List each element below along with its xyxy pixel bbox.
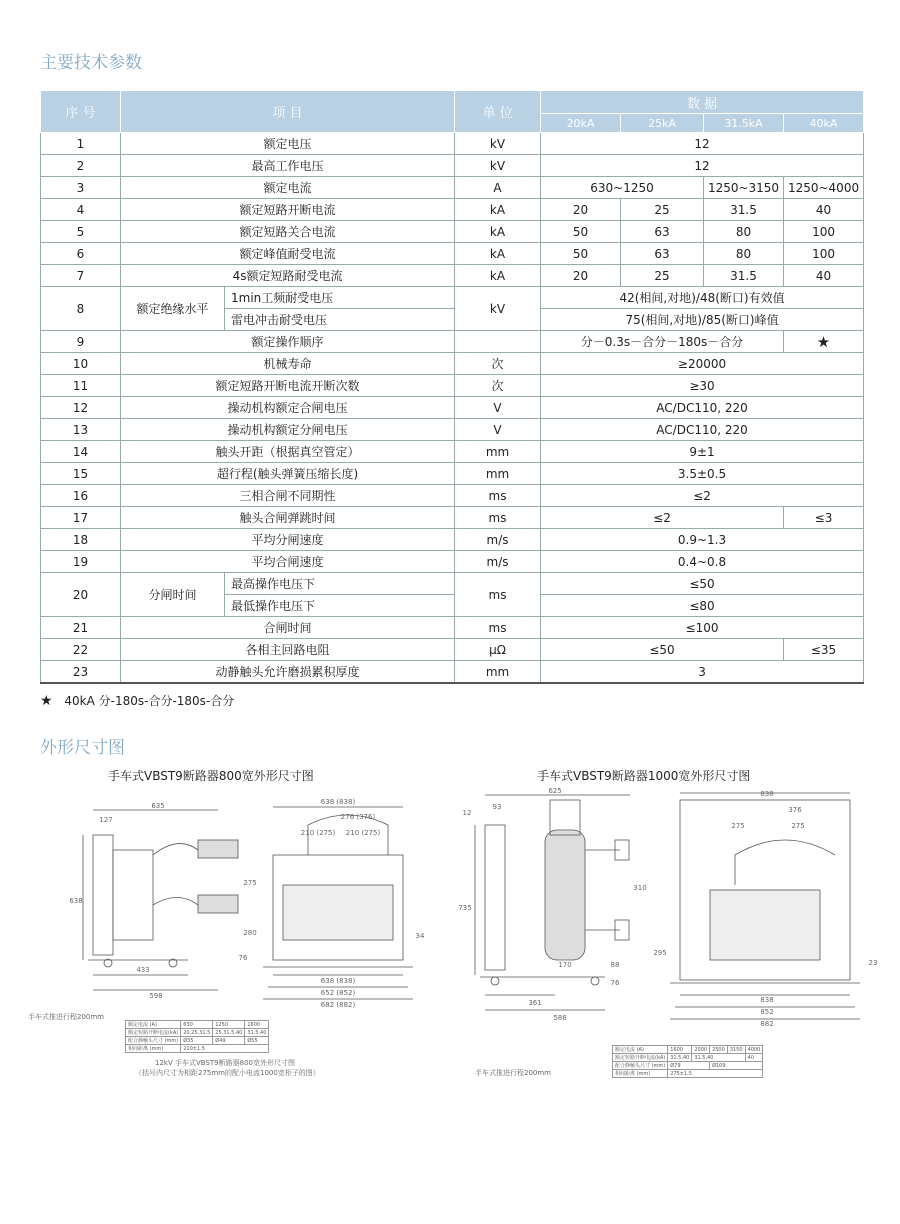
- row-unit: ms: [455, 617, 541, 639]
- row-unit: μΩ: [455, 639, 541, 661]
- section-title-dims: 外形尺寸图: [40, 738, 125, 758]
- table-row: [41, 463, 864, 485]
- row-no: 2: [41, 155, 121, 177]
- mini-cell: 2000: [692, 1046, 710, 1054]
- side-panel: [93, 835, 113, 955]
- header-data: 数 据: [541, 91, 864, 114]
- row-unit: ms: [455, 573, 541, 617]
- dim-295: 295: [653, 949, 667, 957]
- table-row: [41, 441, 864, 463]
- dim-280: 280: [243, 929, 257, 937]
- row-no: 3: [41, 177, 121, 199]
- row-no: 15: [41, 463, 121, 485]
- row-no: 21: [41, 617, 121, 639]
- row-unit: V: [455, 419, 541, 441]
- dim-433: 433: [136, 966, 150, 974]
- row-no: 20: [41, 573, 121, 617]
- header-unit: 单 位: [455, 91, 541, 133]
- row-value: ≤50: [541, 639, 784, 661]
- row-value: 20: [541, 265, 621, 287]
- dim-88: 88: [610, 961, 620, 969]
- mini-cell: 相间距离 (mm): [126, 1045, 181, 1053]
- push-travel-right: 手车式推进行程200mm: [475, 1069, 551, 1077]
- dim-127: 127: [99, 816, 113, 824]
- dim-638-838: 638 (838): [320, 798, 356, 806]
- table-row: [126, 1037, 269, 1045]
- row-value: 25: [621, 265, 704, 287]
- row-item: 额定电流: [121, 177, 455, 199]
- table-row: [41, 397, 864, 419]
- row-unit: kV: [455, 287, 541, 331]
- row-unit: ms: [455, 485, 541, 507]
- star-icon: ★: [784, 331, 864, 353]
- table-row: [613, 1070, 763, 1078]
- lower-contact-arm: [198, 895, 238, 913]
- row-item: 各相主回路电阻: [121, 639, 455, 661]
- star-icon: ★: [40, 693, 53, 709]
- table-row: [41, 529, 864, 551]
- row-value: 80: [704, 221, 784, 243]
- row-value: 50: [541, 221, 621, 243]
- row-value: 25: [621, 199, 704, 221]
- table-row: [41, 133, 864, 155]
- dim-882: 882: [760, 1020, 774, 1028]
- mini-cell: 25,31.5,40: [213, 1029, 245, 1037]
- dim-598: 598: [149, 992, 163, 1000]
- table-row: [41, 507, 864, 529]
- table-row: [41, 639, 864, 661]
- dim-376: 376: [788, 806, 802, 814]
- dim-310: 310: [633, 884, 647, 892]
- mini-cell: 630: [181, 1021, 213, 1029]
- row-item: 额定操作顺序: [121, 331, 455, 353]
- dim-735: 735: [458, 904, 472, 912]
- dim-34: 34: [415, 932, 425, 940]
- row-unit: 次: [455, 375, 541, 397]
- dim-638: 638: [69, 897, 83, 905]
- row-value: ≥30: [541, 375, 864, 397]
- vacuum-pole: [545, 830, 585, 960]
- row-value: ≤50: [541, 573, 864, 595]
- row-item: 机械寿命: [121, 353, 455, 375]
- row-item: 额定短路开断电流开断次数: [121, 375, 455, 397]
- dim-638-838-b: 638 (838): [320, 977, 356, 985]
- dim-12: 12: [462, 809, 472, 817]
- row-value: ≤35: [784, 639, 864, 661]
- mini-table-left: [125, 1020, 269, 1053]
- row-item: 额定电压: [121, 133, 455, 155]
- row-no: 14: [41, 441, 121, 463]
- upper-contact-arm: [198, 840, 238, 858]
- dim-210-275-a: 210 (275): [300, 829, 336, 837]
- dim-76: 76: [238, 954, 248, 962]
- row-value: 40: [784, 199, 864, 221]
- mini-cell: 1600: [245, 1021, 269, 1029]
- row-item: 三相合闸不同期性: [121, 485, 455, 507]
- table-row: [613, 1062, 763, 1070]
- row-no: 5: [41, 221, 121, 243]
- row-value: 20: [541, 199, 621, 221]
- row-value: ≤2: [541, 485, 864, 507]
- row-value: AC/DC110, 220: [541, 419, 864, 441]
- table-row: [41, 265, 864, 287]
- dim-586: 586: [553, 1014, 567, 1022]
- table-row: [41, 287, 864, 309]
- row-value: 75(相间,对地)/85(断口)峰值: [541, 309, 864, 331]
- row-value: 100: [784, 243, 864, 265]
- row-item: 额定短路开断电流: [121, 199, 455, 221]
- row-no: 4: [41, 199, 121, 221]
- footnote: [40, 692, 234, 709]
- row-unit: ms: [455, 507, 541, 529]
- row-value: 40: [784, 265, 864, 287]
- table-row: [41, 199, 864, 221]
- side-body: [113, 850, 153, 940]
- row-item: 最低操作电压下: [225, 595, 455, 617]
- row-no: 10: [41, 353, 121, 375]
- row-no: 9: [41, 331, 121, 353]
- dim-635: 635: [151, 802, 165, 810]
- header-col-40ka: 40kA: [784, 114, 864, 133]
- table-row: [41, 331, 864, 353]
- dim-838: 838: [760, 790, 774, 798]
- row-no: 19: [41, 551, 121, 573]
- table-row: [41, 177, 864, 199]
- dim-76: 76: [610, 979, 620, 987]
- row-unit: mm: [455, 661, 541, 684]
- row-unit: A: [455, 177, 541, 199]
- table-row: [41, 375, 864, 397]
- row-value: ≥20000: [541, 353, 864, 375]
- drawing-right-svg: [455, 785, 885, 1040]
- dim-275-b: 275: [791, 822, 805, 830]
- mini-cell: 配合静触头尺寸 (mm): [126, 1037, 181, 1045]
- row-unit: kA: [455, 221, 541, 243]
- header-col-25ka: 25kA: [621, 114, 704, 133]
- mini-cell: Ø35: [181, 1037, 213, 1045]
- row-value: 3: [541, 661, 864, 684]
- row-item: 操动机构额定合闸电压: [121, 397, 455, 419]
- dim-361: 361: [528, 999, 542, 1007]
- header-no: 序 号: [41, 91, 121, 133]
- spec-table: [40, 90, 864, 684]
- row-no: 1: [41, 133, 121, 155]
- row-item: 雷电冲击耐受电压: [225, 309, 455, 331]
- footnote-text: 40kA 分-180s-合分-180s-合分: [64, 694, 235, 708]
- table-row: [41, 221, 864, 243]
- row-value: 80: [704, 243, 784, 265]
- push-travel-left: 手车式推进行程200mm: [28, 1013, 104, 1021]
- row-value: 分－0.3s－合分－180s－合分: [541, 331, 784, 353]
- row-unit: kA: [455, 199, 541, 221]
- dim-276-376: 276 (376): [340, 813, 376, 821]
- mini-cell: 3150: [727, 1046, 745, 1054]
- row-value: 630~1250: [541, 177, 704, 199]
- mini-cell: 2500: [710, 1046, 728, 1054]
- dim-652-852: 652 (852): [320, 989, 356, 997]
- row-unit: [455, 331, 541, 353]
- header-col-20ka: 20kA: [541, 114, 621, 133]
- row-item: 平均合闸速度: [121, 551, 455, 573]
- row-no: 17: [41, 507, 121, 529]
- mini-cell: Ø79: [668, 1062, 710, 1070]
- row-no: 18: [41, 529, 121, 551]
- mini-cell: 额定短路开断电流(kA): [126, 1029, 181, 1037]
- row-item: 最高操作电压下: [225, 573, 455, 595]
- mini-cell: 配合静触头尺寸 (mm): [613, 1062, 668, 1070]
- mini-cell: 20,25,31.5: [181, 1029, 213, 1037]
- row-unit: 次: [455, 353, 541, 375]
- row-unit: m/s: [455, 529, 541, 551]
- table-row: [41, 551, 864, 573]
- table-row: [41, 485, 864, 507]
- row-value: 0.9~1.3: [541, 529, 864, 551]
- row-no: 13: [41, 419, 121, 441]
- row-unit: kA: [455, 243, 541, 265]
- row-item: 平均分闸速度: [121, 529, 455, 551]
- table-row: [126, 1045, 269, 1053]
- mini-table-right: [612, 1045, 763, 1078]
- row-unit: kA: [455, 265, 541, 287]
- table-row: [41, 419, 864, 441]
- table-row: [613, 1054, 763, 1062]
- row-value: 63: [621, 243, 704, 265]
- row-item: 1min工频耐受电压: [225, 287, 455, 309]
- table-row: [613, 1046, 763, 1054]
- row-value: ≤2: [541, 507, 784, 529]
- row-value: 3.5±0.5: [541, 463, 864, 485]
- table-row: [41, 661, 864, 684]
- front-nameplate: [283, 885, 393, 940]
- row-no: 12: [41, 397, 121, 419]
- row-unit: m/s: [455, 551, 541, 573]
- row-unit: kV: [455, 133, 541, 155]
- table-row: [41, 243, 864, 265]
- mini-cell: 40: [745, 1054, 763, 1062]
- table-row: [41, 573, 864, 595]
- row-item: 超行程(触头弹簧压缩长度): [121, 463, 455, 485]
- row-item: 动静触头允许磨损累积厚度: [121, 661, 455, 684]
- caption-left-1: 12kV 手车式VBST9断路器800宽外形尺寸图: [155, 1059, 295, 1067]
- dim-682-882: 682 (882): [320, 1001, 356, 1009]
- dim-625: 625: [548, 787, 562, 795]
- row-value: 12: [541, 133, 864, 155]
- row-value: ≤80: [541, 595, 864, 617]
- row-no: 6: [41, 243, 121, 265]
- mini-cell: 相间距离 (mm): [613, 1070, 668, 1078]
- row-value: 50: [541, 243, 621, 265]
- front-nameplate: [710, 890, 820, 960]
- header-item: 项 目: [121, 91, 455, 133]
- row-unit: mm: [455, 463, 541, 485]
- drawing-left: [28, 795, 438, 1025]
- mini-cell: 额定短路开断电流(kA): [613, 1054, 668, 1062]
- dim-170: 170: [558, 961, 572, 969]
- table-row: [41, 353, 864, 375]
- table-row: [41, 617, 864, 639]
- header-col-31-5ka: 31.5kA: [704, 114, 784, 133]
- row-value: 31.5: [704, 199, 784, 221]
- row-item: 触头合闸弹跳时间: [121, 507, 455, 529]
- row-item: 额定峰值耐受电流: [121, 243, 455, 265]
- row-unit: V: [455, 397, 541, 419]
- row-value: AC/DC110, 220: [541, 397, 864, 419]
- row-item: 4s额定短路耐受电流: [121, 265, 455, 287]
- mini-cell: 额定电流 (A): [126, 1021, 181, 1029]
- drawing-left-svg: [28, 795, 438, 1025]
- caption-left-2: （括号内尺寸为相距275mm的配小电流1000宽柜子的图）: [135, 1069, 320, 1077]
- section-title-params: 主要技术参数: [40, 53, 142, 73]
- row-value: 100: [784, 221, 864, 243]
- row-group: 分闸时间: [121, 573, 225, 617]
- table-row: [126, 1029, 269, 1037]
- dim-852: 852: [760, 1008, 774, 1016]
- row-no: 7: [41, 265, 121, 287]
- row-item: 合闸时间: [121, 617, 455, 639]
- drawing-left-title: 手车式VBST9断路器800宽外形尺寸图: [108, 769, 314, 783]
- row-item: 最高工作电压: [121, 155, 455, 177]
- row-value: 42(相间,对地)/48(断口)有效值: [541, 287, 864, 309]
- side-panel: [485, 825, 505, 970]
- mini-cell: 1250: [213, 1021, 245, 1029]
- row-value: 12: [541, 155, 864, 177]
- mini-cell: 1600: [668, 1046, 692, 1054]
- row-value: 1250~4000: [784, 177, 864, 199]
- dim-838-b: 838: [760, 996, 774, 1004]
- row-group: 额定绝缘水平: [121, 287, 225, 331]
- drawing-right: [455, 785, 885, 1040]
- table-row: [41, 155, 864, 177]
- row-no: 11: [41, 375, 121, 397]
- row-value: 9±1: [541, 441, 864, 463]
- mini-cell: Ø109: [710, 1062, 763, 1070]
- dim-210-275-b: 210 (275): [345, 829, 381, 837]
- row-item: 触头开距（根据真空管定）: [121, 441, 455, 463]
- mini-cell: 额定电流 (A): [613, 1046, 668, 1054]
- dim-93: 93: [492, 803, 502, 811]
- mini-cell: 275±1.5: [668, 1070, 763, 1078]
- row-value: 0.4~0.8: [541, 551, 864, 573]
- mini-cell: 210±1.5: [181, 1045, 269, 1053]
- dim-275: 275: [243, 879, 257, 887]
- row-value: 31.5: [704, 265, 784, 287]
- row-unit: kV: [455, 155, 541, 177]
- row-value: ≤100: [541, 617, 864, 639]
- row-item: 额定短路关合电流: [121, 221, 455, 243]
- row-value: ≤3: [784, 507, 864, 529]
- dim-23: 23: [868, 959, 878, 967]
- mini-cell: Ø55: [245, 1037, 269, 1045]
- row-no: 16: [41, 485, 121, 507]
- mini-cell: 4000: [745, 1046, 763, 1054]
- row-value: 63: [621, 221, 704, 243]
- row-no: 22: [41, 639, 121, 661]
- row-unit: mm: [455, 441, 541, 463]
- row-item: 操动机构额定分闸电压: [121, 419, 455, 441]
- mini-cell: 31.5,40: [692, 1054, 745, 1062]
- mini-cell: 31.5,40: [668, 1054, 692, 1062]
- dim-275-a: 275: [731, 822, 745, 830]
- drawing-right-title: 手车式VBST9断路器1000宽外形尺寸图: [537, 769, 751, 783]
- table-row: [126, 1021, 269, 1029]
- mini-cell: 31.5,40: [245, 1029, 269, 1037]
- mini-cell: Ø49: [213, 1037, 245, 1045]
- row-value: 1250~3150: [704, 177, 784, 199]
- row-no: 8: [41, 287, 121, 331]
- row-no: 23: [41, 661, 121, 684]
